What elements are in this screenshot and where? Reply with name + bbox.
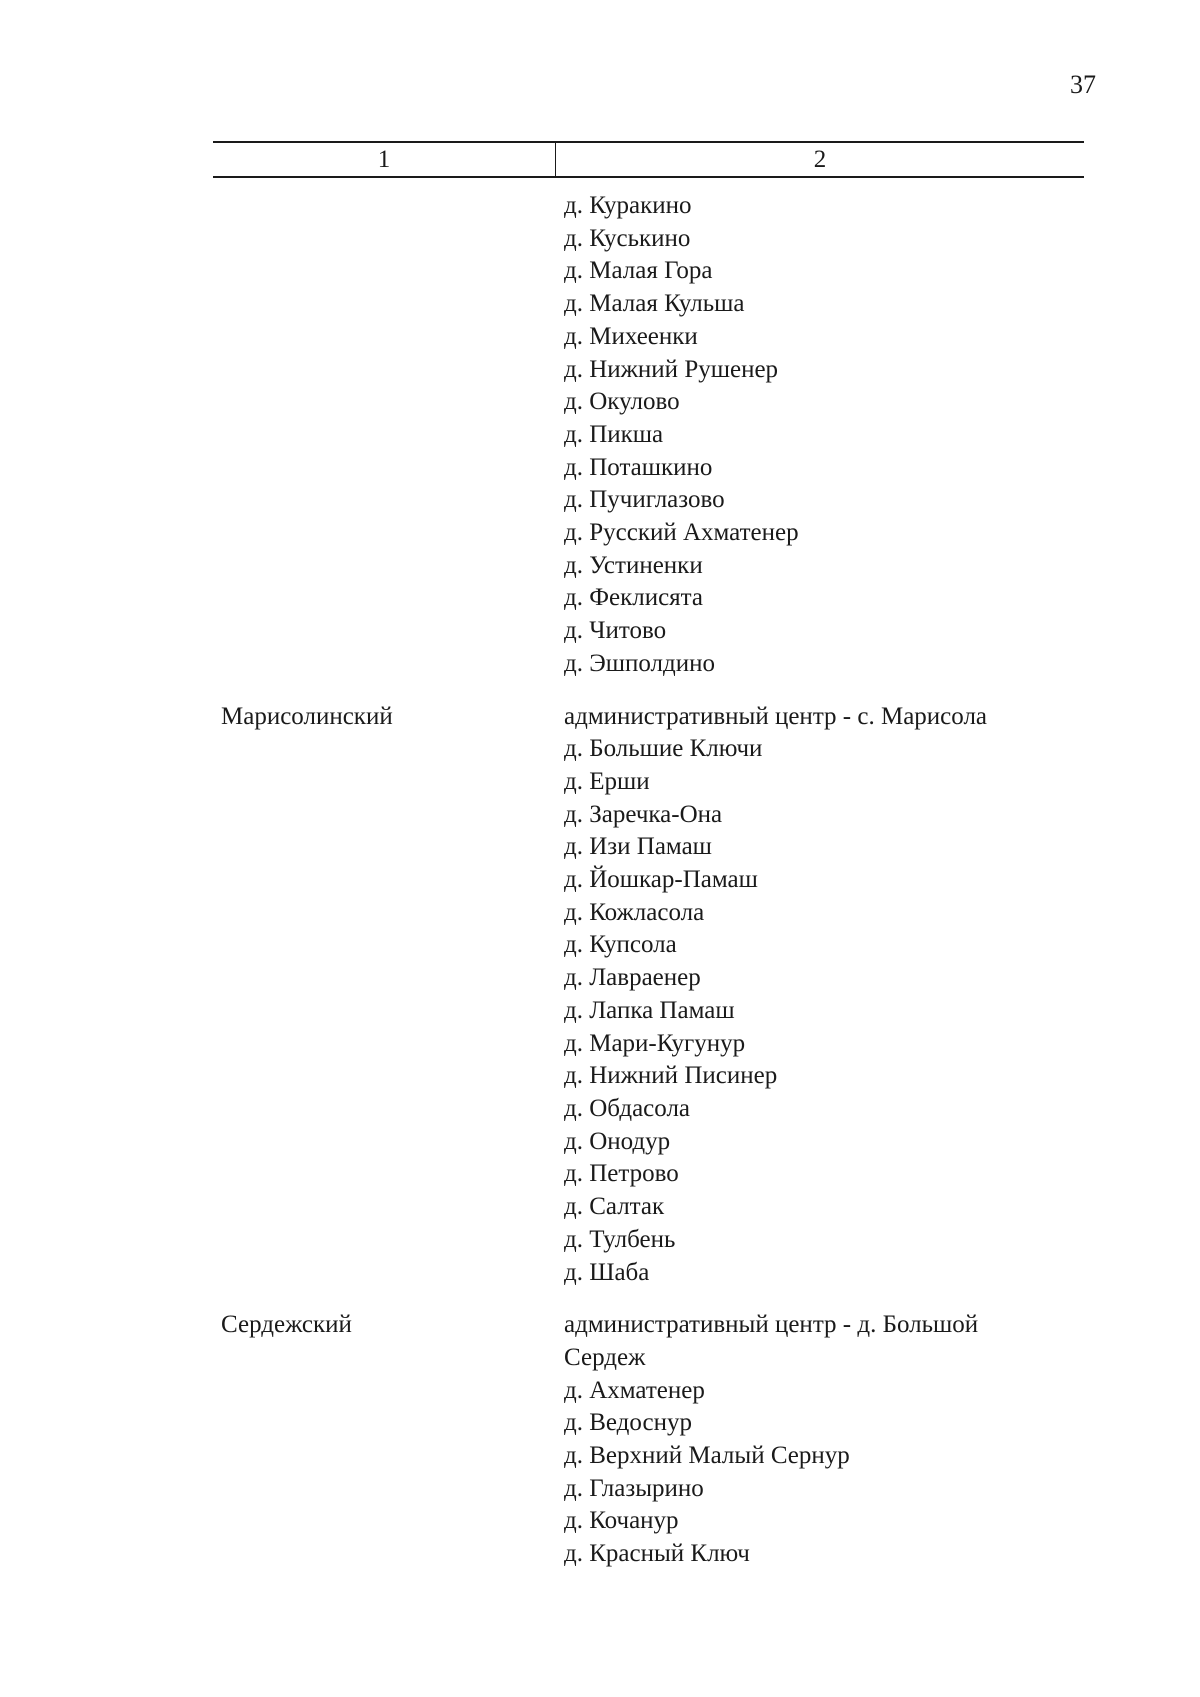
- settlement-list: [555, 190, 1084, 681]
- table-row: [213, 701, 1084, 1290]
- settlement-item: д. Малая Кульша: [564, 290, 745, 318]
- district-name: Марисолинский: [221, 702, 393, 730]
- settlement-item: д. Ведоснур: [564, 1409, 692, 1437]
- settlement-item: д. Эшполдино: [564, 649, 715, 677]
- settlement-item: д. Кочанур: [564, 1507, 679, 1535]
- settlement-item: д. Михеенки: [564, 322, 698, 350]
- district-name: [213, 190, 555, 681]
- settlement-item: административный центр - с. Марисола: [564, 702, 988, 730]
- settlement-item: д. Читово: [564, 617, 667, 645]
- table-row: [213, 190, 1084, 681]
- table-body: [213, 190, 1084, 1571]
- settlement-item: д. Ерши: [564, 767, 650, 795]
- settlement-item: д. Глазырино: [564, 1474, 704, 1502]
- settlement-item: д. Заречка-Она: [564, 800, 723, 828]
- settlement-item: административный центр - д. Большой: [564, 1311, 979, 1339]
- settlement-item: д. Пикша: [564, 420, 664, 448]
- settlement-item: д. Феклисята: [564, 584, 703, 612]
- settlement-item: д. Салтак: [564, 1193, 665, 1221]
- settlement-item: д. Верхний Малый Сернур: [564, 1442, 850, 1470]
- column-header-2: 2: [813, 146, 827, 173]
- settlement-list: [555, 701, 1084, 1290]
- table-header: [213, 141, 1084, 178]
- settlement-item: д. Большие Ключи: [564, 735, 763, 763]
- settlement-item: д. Йошкар-Памаш: [564, 866, 758, 894]
- district-name: Сердежский: [221, 1311, 352, 1339]
- settlement-list: [555, 1309, 1084, 1571]
- settlement-item: д. Устиненки: [564, 551, 703, 579]
- settlement-item: д. Нижний Рушенер: [564, 355, 779, 383]
- settlement-item: д. Куракино: [564, 192, 692, 219]
- settlement-item: д. Изи Памаш: [564, 833, 712, 861]
- settlement-item: д. Онодур: [564, 1127, 671, 1155]
- settlement-item: д. Окулово: [564, 388, 680, 416]
- table-row: [213, 1309, 1084, 1571]
- column-header-1: 1: [213, 143, 556, 176]
- settlement-item: д. Русский Ахматенер: [564, 519, 799, 547]
- settlement-item: Сердеж: [564, 1343, 646, 1371]
- settlement-item: д. Лавраенер: [564, 964, 701, 992]
- settlement-item: д. Нижний Писинер: [564, 1062, 778, 1090]
- page-number: 37: [1070, 70, 1096, 99]
- settlement-item: д. Поташкино: [564, 453, 713, 481]
- settlement-item: д. Петрово: [564, 1160, 679, 1188]
- settlement-item: д. Шаба: [564, 1258, 650, 1286]
- settlement-item: д. Малая Гора: [564, 257, 713, 285]
- settlement-item: д. Лапка Памаш: [564, 996, 735, 1024]
- settlement-item: д. Мари-Кугунур: [564, 1029, 746, 1057]
- settlement-item: д. Тулбень: [564, 1225, 676, 1253]
- settlement-item: д. Кожласола: [564, 898, 705, 926]
- settlement-item: д. Ахматенер: [564, 1376, 705, 1404]
- settlement-item: д. Купсола: [564, 931, 677, 959]
- settlement-item: д. Пучиглазово: [564, 486, 725, 514]
- settlement-item: д. Куськино: [564, 224, 691, 252]
- settlement-item: д. Обдасола: [564, 1094, 691, 1122]
- settlement-item: д. Красный Ключ: [564, 1540, 750, 1568]
